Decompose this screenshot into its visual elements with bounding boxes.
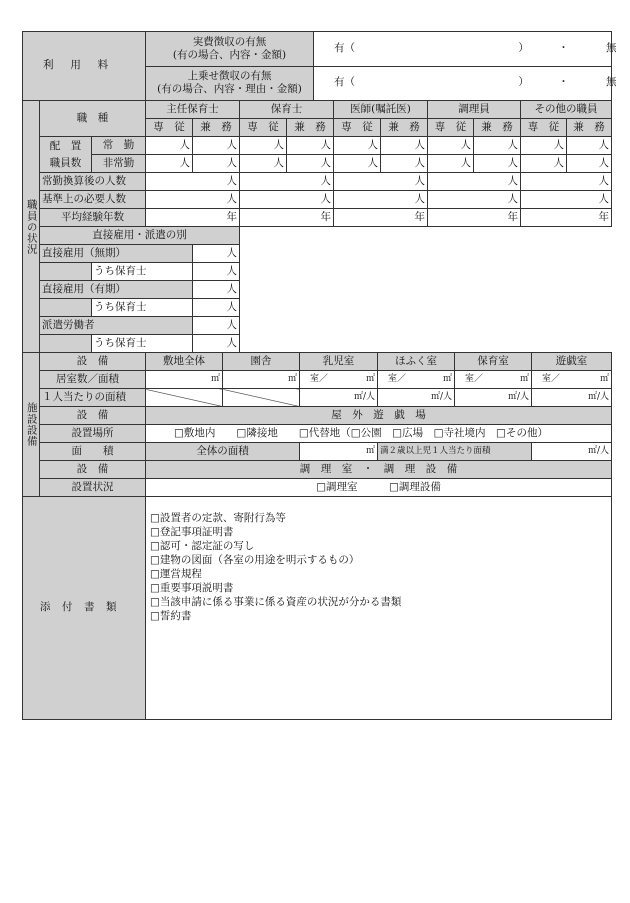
cell-count[interactable]: 人 [193, 137, 240, 155]
sub-dedicated: 専 従 [146, 119, 193, 137]
room-prefix: 室／ [310, 373, 329, 384]
separator-dot: ・ [558, 76, 569, 89]
attachment-item[interactable]: □当該申請に係る事業に係る資産の状況が分かる書類 [150, 596, 402, 608]
sub-concurrent: 兼 務 [287, 119, 334, 137]
cell-count[interactable]: 人 [193, 263, 240, 281]
cell-count[interactable]: 人 [287, 155, 334, 173]
cell-years[interactable]: 年 [334, 209, 428, 227]
dispatched-label: 派遣労働者 [40, 317, 193, 335]
cell-count[interactable]: 人 [521, 137, 567, 155]
col-play-room: 遊戯室 [532, 353, 612, 371]
cell-per-person[interactable]: ㎡/人 [378, 389, 455, 407]
status-options[interactable]: □調理室 □調理設備 [146, 479, 612, 497]
equipment-header: 設 備 [40, 461, 146, 479]
fee-table [22, 31, 617, 101]
row-required-label: 基準上の必要人数 [40, 191, 146, 209]
col-cook: 調理員 [428, 101, 521, 119]
status-label: 設置状況 [40, 479, 146, 497]
cell-area[interactable]: ㎡ [223, 371, 300, 389]
direct-indefinite-label: 直接雇用（無期） [40, 245, 193, 263]
cell-count[interactable]: 人 [193, 335, 240, 353]
job-type-header: 職 種 [40, 101, 146, 137]
unit: ㎡ [365, 373, 375, 384]
attachment-item[interactable]: □運営規程 [150, 568, 202, 580]
cell-count[interactable]: 人 [146, 137, 193, 155]
cell-count[interactable]: 人 [428, 191, 521, 209]
extra-cost-sub: (有の場合、内容・理由・金額) [157, 83, 302, 96]
cell-years[interactable]: 年 [240, 209, 334, 227]
unit: ㎡ [442, 373, 452, 384]
indent-spacer [40, 299, 92, 317]
actual-cost-answer[interactable] [314, 32, 617, 67]
area-label: 面 積 [40, 443, 146, 461]
staff-count-label: 職員数 [49, 156, 82, 169]
kitchen-header: 調 理 室 ・ 調 理 設 備 [146, 461, 612, 479]
row-experience-label: 平均経験年数 [40, 209, 146, 227]
location-options[interactable]: □敷地内 □隣接地 □代替地（□公園 □広場 □寺社境内 □その他） [146, 425, 612, 443]
part-time-label: 非常勤 [92, 155, 146, 173]
yes-option[interactable]: 有（ [334, 76, 355, 89]
cell-count[interactable]: 人 [240, 155, 287, 173]
cell-count[interactable]: 人 [193, 155, 240, 173]
diagonal-cell [146, 389, 223, 407]
outdoor-play-header: 屋 外 遊 戯 場 [146, 407, 612, 425]
cell-count[interactable]: 人 [193, 281, 240, 299]
cell-years[interactable]: 年 [428, 209, 521, 227]
cell-count[interactable]: 人 [146, 155, 193, 173]
actual-cost-title: 実費徴収の有無 [192, 35, 267, 48]
col-nursery-room: 保育室 [455, 353, 532, 371]
cell-area[interactable]: ㎡ [146, 371, 223, 389]
assignment-label [40, 137, 92, 173]
cell-room-area[interactable] [378, 371, 455, 389]
cell-count[interactable]: 人 [193, 299, 240, 317]
col-nursery: 保育士 [240, 101, 334, 119]
cell-count[interactable]: 人 [334, 137, 381, 155]
separator-dot: ・ [558, 41, 569, 54]
equipment-header: 設 備 [40, 407, 146, 425]
attachments-label: 添付書類 [23, 497, 146, 720]
cell-per-person[interactable]: ㎡/人 [300, 389, 378, 407]
row-conversion-label: 常勤換算後の人数 [40, 173, 146, 191]
cell-count[interactable]: 人 [334, 173, 428, 191]
cell-years[interactable]: 年 [146, 209, 240, 227]
cell-count[interactable]: 人 [381, 155, 428, 173]
cell-count[interactable]: 人 [428, 173, 521, 191]
unit: ㎡ [519, 373, 529, 384]
facility-table [22, 352, 612, 497]
cell-count[interactable]: 人 [474, 137, 521, 155]
attachment-item[interactable]: □誓約書 [150, 610, 192, 622]
staff-table [22, 100, 612, 353]
direct-fixed-term-label: 直接雇用（有期） [40, 281, 193, 299]
room-prefix: 室／ [388, 373, 407, 384]
bracket-close: ） [518, 76, 529, 89]
attachment-item[interactable]: □建物の図面（各室の用途を明示するもの） [150, 554, 360, 566]
rooms-area-label: 居室数／面積 [40, 371, 146, 389]
cell-count[interactable]: 人 [146, 191, 240, 209]
col-chief-nursery: 主任保育士 [146, 101, 240, 119]
full-time-label: 常 勤 [92, 137, 146, 155]
haichi-label: 配 置 [49, 139, 82, 152]
cell-count[interactable]: 人 [334, 155, 381, 173]
cell-per-person[interactable]: ㎡/人 [455, 389, 532, 407]
attachment-item[interactable]: □認可・認定証の写し [150, 540, 255, 552]
equipment-header: 設 備 [40, 353, 146, 371]
sub-dedicated: 専 従 [334, 119, 381, 137]
total-area-label: 全体の面積 [146, 443, 300, 461]
cell-count[interactable]: 人 [240, 191, 334, 209]
col-crawling-room: ほふく室 [378, 353, 455, 371]
cell-per-person[interactable]: ㎡/人 [532, 389, 612, 407]
employment-type-header: 直接雇用・派遣の別 [40, 227, 240, 245]
per-person-area-label: １人当たりの面積 [40, 389, 146, 407]
attachment-item[interactable]: □設置者の定款、寄附行為等 [150, 512, 286, 524]
indent-spacer [40, 335, 92, 353]
of-which-nursery-label: うち保育士 [92, 263, 193, 281]
cell-count[interactable]: 人 [428, 137, 474, 155]
cell-count[interactable]: 人 [193, 317, 240, 335]
sub-concurrent: 兼 務 [193, 119, 240, 137]
col-site: 敷地全体 [146, 353, 223, 371]
indent-spacer [40, 263, 92, 281]
sub-concurrent: 兼 務 [381, 119, 428, 137]
cell-room-area[interactable] [300, 371, 378, 389]
col-other: その他の職員 [521, 101, 612, 119]
room-prefix: 室／ [542, 373, 561, 384]
cell-count[interactable]: 人 [428, 155, 474, 173]
bracket-close: ） [518, 41, 529, 54]
extra-cost-heading [146, 66, 314, 101]
extra-cost-answer[interactable] [314, 66, 617, 101]
attachment-item[interactable]: □重要事項説明書 [150, 582, 234, 594]
cell-count[interactable]: 人 [240, 173, 334, 191]
cell-count[interactable]: 人 [287, 137, 334, 155]
sub-concurrent: 兼 務 [474, 119, 521, 137]
actual-cost-sub: (有の場合、内容・金額) [172, 48, 287, 61]
per-child-area-value[interactable]: ㎡/人 [532, 443, 612, 461]
no-option[interactable]: 無 [606, 41, 617, 54]
yes-option[interactable]: 有（ [334, 41, 355, 54]
cell-count[interactable]: 人 [567, 155, 612, 173]
cell-count[interactable]: 人 [334, 191, 428, 209]
facility-side-label: 施設設備 [23, 353, 40, 497]
cell-room-area[interactable] [532, 371, 612, 389]
sub-dedicated: 専 従 [428, 119, 474, 137]
sub-dedicated: 専 従 [521, 119, 567, 137]
blank-area [240, 227, 612, 353]
no-option[interactable]: 無 [606, 76, 617, 89]
of-which-nursery-label: うち保育士 [92, 299, 193, 317]
cell-count[interactable]: 人 [381, 137, 428, 155]
cell-count[interactable]: 人 [193, 245, 240, 263]
cell-count[interactable]: 人 [146, 173, 240, 191]
unit: ㎡ [599, 373, 609, 384]
cell-count[interactable]: 人 [240, 137, 287, 155]
total-area-value[interactable]: ㎡ [300, 443, 378, 461]
fee-label: 利用料 [23, 32, 146, 101]
cell-count[interactable]: 人 [567, 137, 612, 155]
location-label: 設置場所 [40, 425, 146, 443]
col-infant-room: 乳児室 [300, 353, 378, 371]
col-doctor: 医師(嘱託医) [334, 101, 428, 119]
sub-concurrent: 兼 務 [567, 119, 612, 137]
cell-count[interactable]: 人 [474, 155, 521, 173]
cell-years[interactable]: 年 [521, 209, 612, 227]
actual-cost-heading [146, 32, 314, 67]
extra-cost-title: 上乗せ徴収の有無 [187, 70, 272, 83]
room-prefix: 室／ [465, 373, 484, 384]
cell-count[interactable]: 人 [521, 155, 567, 173]
cell-count[interactable]: 人 [521, 191, 612, 209]
attachments-list [146, 497, 612, 720]
staff-side-label: 職員の状況 [23, 101, 40, 353]
cell-room-area[interactable] [455, 371, 532, 389]
cell-count[interactable]: 人 [521, 173, 612, 191]
of-which-nursery-label: うち保育士 [92, 335, 193, 353]
application-form [22, 31, 617, 720]
attachment-item[interactable]: □登記事項証明書 [150, 526, 234, 538]
diagonal-cell [223, 389, 300, 407]
attachments-table [22, 496, 612, 720]
sub-dedicated: 専 従 [240, 119, 287, 137]
col-building: 園舎 [223, 353, 300, 371]
per-child-area-label: 満２歳以上児１人当たり面積 [378, 443, 532, 461]
